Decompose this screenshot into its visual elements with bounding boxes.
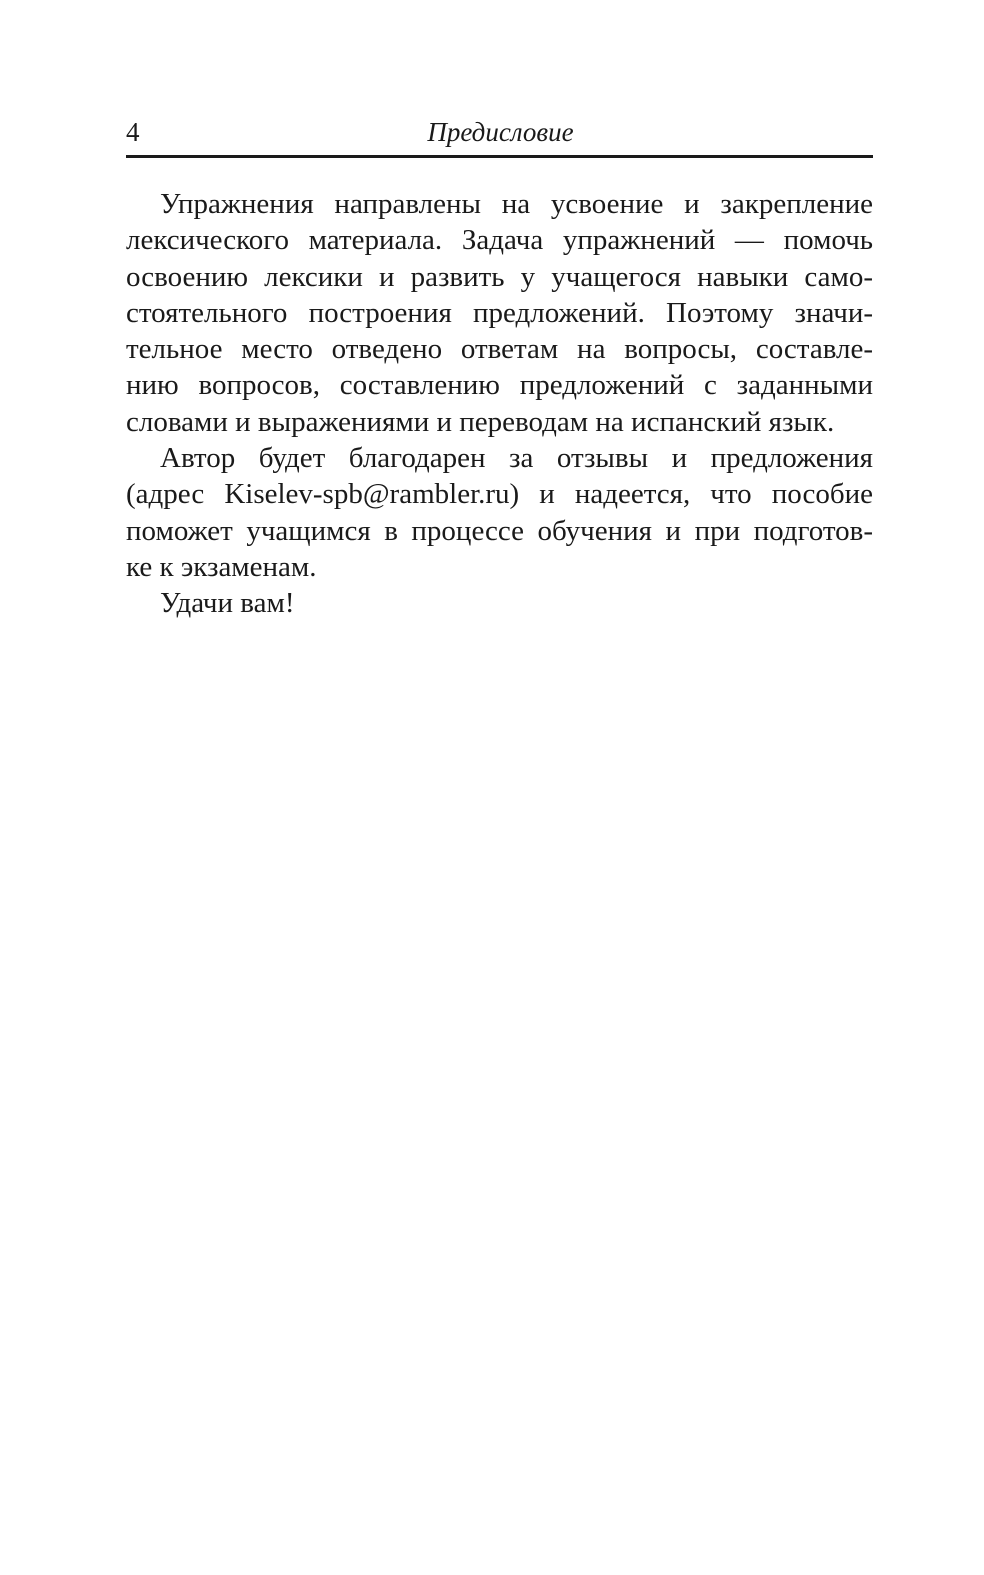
text-line: ке к экзаменам.: [126, 550, 317, 583]
paragraph: [126, 186, 873, 440]
text-line: Удачи вам!: [160, 587, 295, 620]
text-line: (адрес Kiselev-spb@rambler.ru) и надеется, что пособие: [126, 478, 873, 511]
paragraph: [126, 585, 873, 621]
text-line: стоятельного построения предложений. Поэтому значи-: [126, 296, 873, 329]
page-header: [126, 112, 873, 156]
text-line: тельное место отведено ответам на вопросы, составле-: [126, 333, 873, 366]
text-line: освоению лексики и развить у учащегося навыки само-: [126, 260, 873, 293]
text-line: нию вопросов, составлению предложений с заданными: [126, 369, 873, 402]
header-rule: [126, 155, 873, 158]
text-line: Упражнения направлены на усвоение и закрепление: [160, 188, 873, 220]
text-line: Автор будет благодарен за отзывы и предложения: [160, 442, 873, 475]
body-text: [126, 186, 873, 622]
text-line: лексического материала. Задача упражнений — помочь: [126, 224, 873, 257]
page-number: 4: [126, 117, 140, 147]
running-title: Предисловие: [427, 117, 574, 147]
text-line: поможет учащимся в процессе обучения и при подготов-: [126, 514, 873, 547]
paragraph: [126, 440, 873, 585]
text-line: словами и выражениями и переводам на испанский язык.: [126, 405, 835, 438]
